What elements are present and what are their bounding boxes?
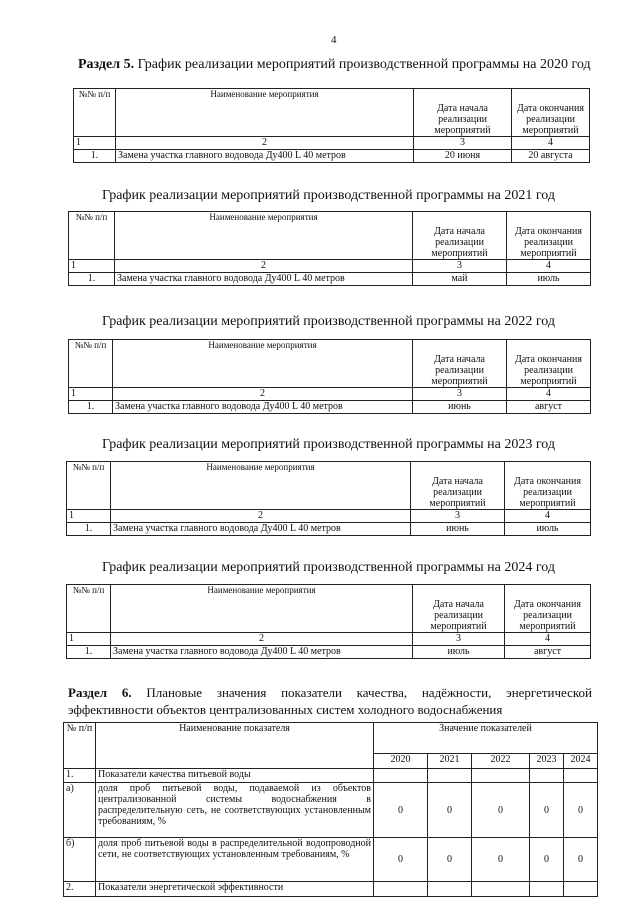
table-row (64, 769, 598, 783)
value-cell: 0 (374, 838, 428, 882)
section6-heading (68, 684, 592, 718)
indicators-header-name: Наименование показателя (96, 723, 374, 769)
value-cell: 0 (564, 783, 598, 838)
header-start: Дата начала реализации мероприятий (413, 212, 507, 260)
row-num: б) (64, 838, 96, 882)
table-row (67, 646, 591, 659)
header-num: №№ п/п (69, 340, 113, 388)
schedule-table (66, 461, 591, 536)
section6-label: Раздел 6. (68, 685, 132, 700)
header-num: №№ п/п (74, 89, 116, 137)
column-number: 1 (74, 137, 116, 150)
year-2022: 2022 (472, 754, 530, 769)
row-num: 1. (69, 273, 115, 286)
section5-label: Раздел 5. (78, 57, 135, 72)
column-number: 4 (507, 260, 591, 273)
column-number: 1 (67, 633, 111, 646)
table-row (64, 783, 598, 838)
row-num: 1. (64, 769, 96, 783)
table-row (64, 838, 598, 882)
table-row (69, 273, 591, 286)
indicators-table (63, 722, 598, 897)
row-num: 1. (69, 401, 113, 414)
header-name: Наименование мероприятия (115, 212, 413, 260)
row-start: июнь (411, 523, 505, 536)
column-number: 3 (413, 633, 505, 646)
header-start: Дата начала реализации мероприятий (413, 585, 505, 633)
row-end: июль (507, 273, 591, 286)
year-2021: 2021 (428, 754, 472, 769)
column-number: 4 (512, 137, 590, 150)
row-start: июль (413, 646, 505, 659)
year-2020: 2020 (374, 754, 428, 769)
header-end: Дата окончания реализации мероприятий (512, 89, 590, 137)
header-end: Дата окончания реализации мероприятий (505, 585, 591, 633)
value-cell: 0 (374, 783, 428, 838)
section5-heading (78, 57, 591, 73)
table-row (64, 882, 598, 897)
schedule-table (68, 339, 591, 414)
header-num: №№ п/п (67, 462, 111, 510)
column-number: 2 (111, 510, 411, 523)
row-name: доля проб питьевой воды, подаваемой из объектов централизованной системы водоснабжения в распределительную сеть, не соответствующих установленным требованиям, % (96, 783, 374, 838)
value-cell: 0 (428, 838, 472, 882)
row-num: 1. (67, 646, 111, 659)
year-2023: 2023 (530, 754, 564, 769)
column-number: 4 (507, 388, 591, 401)
row-name: Показатели энергетической эффективности (96, 882, 374, 897)
row-num: 1. (67, 523, 111, 536)
row-num: 2. (64, 882, 96, 897)
header-start: Дата начала реализации мероприятий (414, 89, 512, 137)
row-name: Показатели качества питьевой воды (96, 769, 374, 783)
column-number: 1 (69, 260, 115, 273)
column-number: 4 (505, 510, 591, 523)
column-number: 1 (67, 510, 111, 523)
indicators-header-num: № п/п (64, 723, 96, 769)
row-name: Замена участка главного водовода Ду400 L 40 метров (113, 401, 413, 414)
column-number: 2 (113, 388, 413, 401)
schedule-table (66, 584, 591, 659)
table-row (74, 150, 590, 163)
column-number: 3 (413, 388, 507, 401)
column-number: 2 (111, 633, 413, 646)
column-number: 3 (413, 260, 507, 273)
page-number: 4 (331, 34, 337, 46)
column-number: 3 (411, 510, 505, 523)
header-name: Наименование мероприятия (116, 89, 414, 137)
schedule-title: График реализации мероприятий производственной программы на 2024 год (102, 560, 556, 575)
schedule-title: График реализации мероприятий производственной программы на 2023 год (102, 437, 556, 452)
row-num: а) (64, 783, 96, 838)
table-row (67, 523, 591, 536)
row-name: Замена участка главного водовода Ду400 L 40 метров (116, 150, 414, 163)
schedule-table (73, 88, 590, 163)
section5-title: График реализации мероприятий производственной программы на 2020 год (137, 57, 591, 72)
indicators-header-values: Значение показателей (374, 723, 598, 754)
header-start: Дата начала реализации мероприятий (413, 340, 507, 388)
row-end: 20 августа (512, 150, 590, 163)
table-row (69, 401, 591, 414)
row-name: Замена участка главного водовода Ду400 L 40 метров (111, 523, 411, 536)
column-number: 4 (505, 633, 591, 646)
column-number: 2 (115, 260, 413, 273)
row-end: август (507, 401, 591, 414)
header-end: Дата окончания реализации мероприятий (507, 212, 591, 260)
value-cell: 0 (472, 783, 530, 838)
header-end: Дата окончания реализации мероприятий (507, 340, 591, 388)
row-name: Замена участка главного водовода Ду400 L 40 метров (111, 646, 413, 659)
header-name: Наименование мероприятия (111, 585, 413, 633)
schedule-table (68, 211, 591, 286)
value-cell: 0 (428, 783, 472, 838)
header-name: Наименование мероприятия (113, 340, 413, 388)
row-start: май (413, 273, 507, 286)
column-number: 3 (414, 137, 512, 150)
row-num: 1. (74, 150, 116, 163)
value-cell: 0 (564, 838, 598, 882)
value-cell: 0 (530, 783, 564, 838)
row-start: 20 июня (414, 150, 512, 163)
value-cell: 0 (472, 838, 530, 882)
row-end: август (505, 646, 591, 659)
year-2024: 2024 (564, 754, 598, 769)
row-start: июнь (413, 401, 507, 414)
header-num: №№ п/п (67, 585, 111, 633)
schedule-title: График реализации мероприятий производственной программы на 2022 год (102, 314, 556, 329)
section6-title: Плановые значения показатели качества, надёжности, энергетической эффективности объектов централизованных систем холодного водоснабжения (68, 685, 593, 717)
schedule-title: График реализации мероприятий производственной программы на 2021 год (102, 188, 556, 203)
header-start: Дата начала реализации мероприятий (411, 462, 505, 510)
header-end: Дата окончания реализации мероприятий (505, 462, 591, 510)
row-name: доля проб питьевой воды в распределительной водопроводной сети, не соответствующих установленным требованиям, % (96, 838, 374, 882)
row-name: Замена участка главного водовода Ду400 L 40 метров (115, 273, 413, 286)
column-number: 2 (116, 137, 414, 150)
header-name: Наименование мероприятия (111, 462, 411, 510)
column-number: 1 (69, 388, 113, 401)
value-cell: 0 (530, 838, 564, 882)
row-end: июль (505, 523, 591, 536)
header-num: №№ п/п (69, 212, 115, 260)
